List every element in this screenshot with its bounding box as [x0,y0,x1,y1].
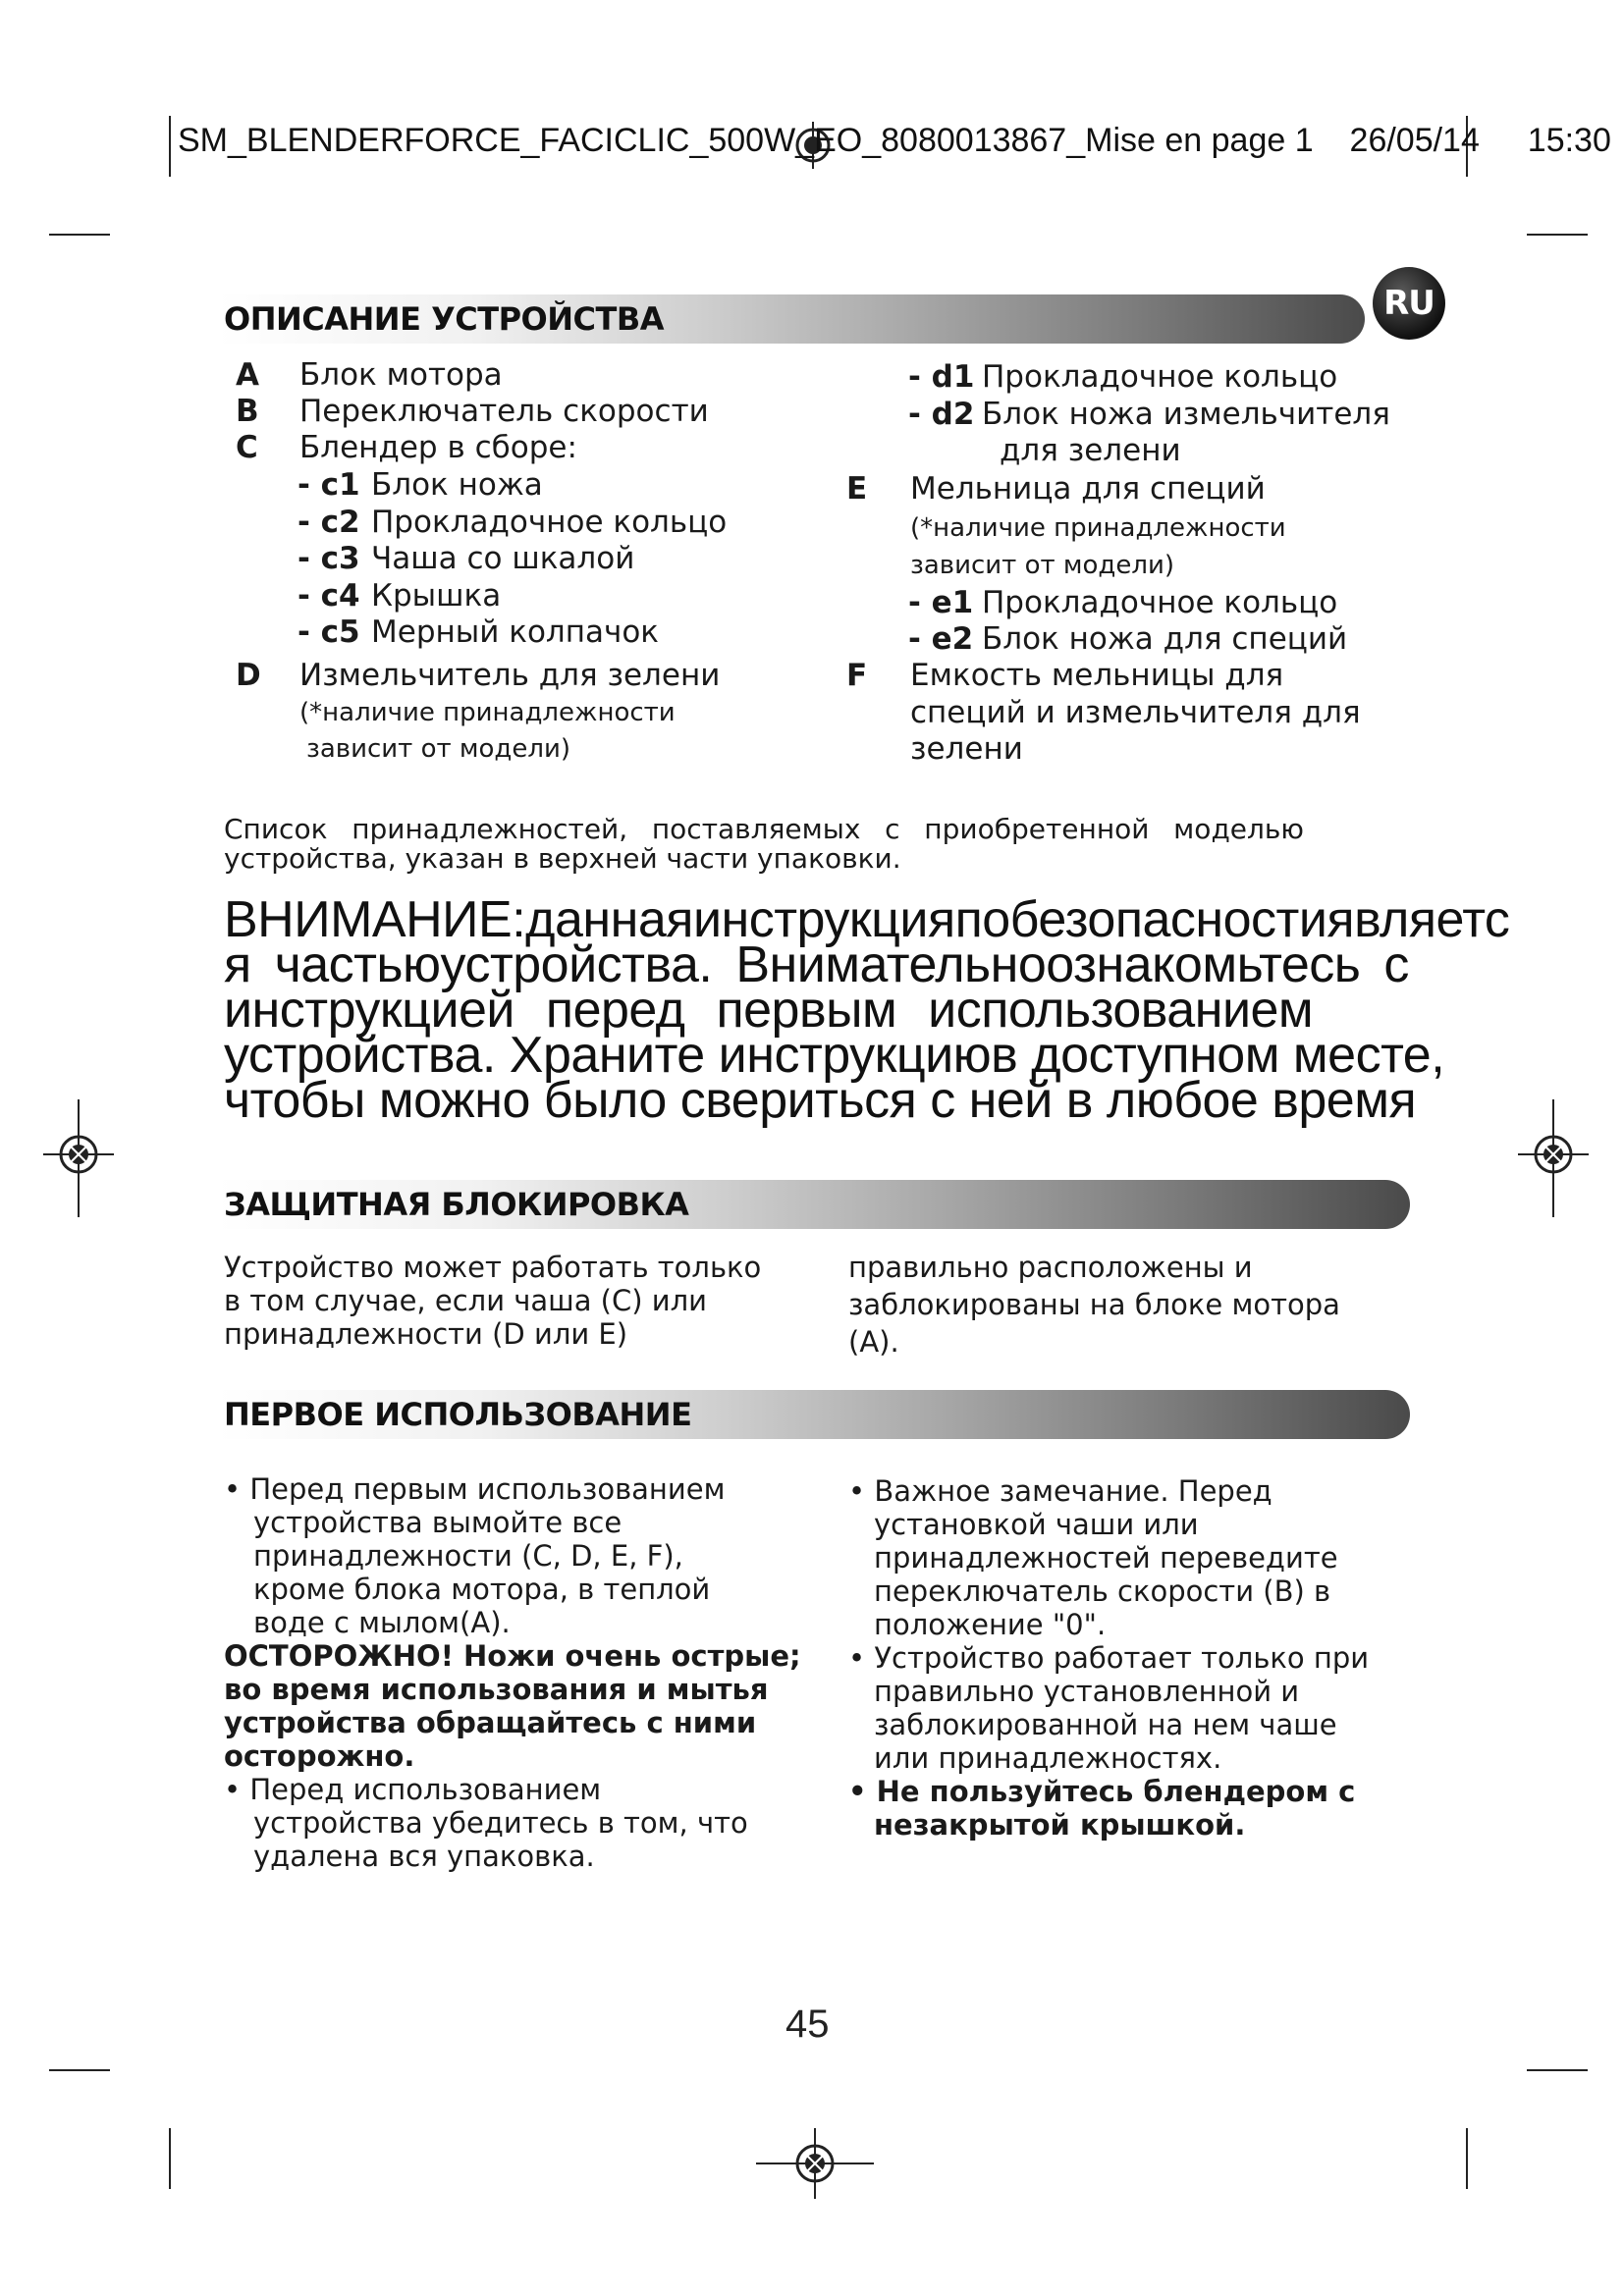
bullet-line: незакрытой крышкой. [874,1808,1246,1842]
item-key: - c3 [298,541,360,576]
crop-mark [169,116,171,177]
item-note: зависит от модели) [306,734,571,764]
item-label: Прокладочное кольцо [371,505,728,540]
first-use-left-column [224,1472,801,1873]
bullet-line: • Не пользуйтесь блендером с [848,1775,1356,1808]
item-label: Мерный колпачок [371,614,660,650]
bullet-line: правильно установленной и [874,1675,1300,1708]
item-key: A [236,357,259,393]
text-line: (A). [848,1325,899,1359]
bullet-line: заблокированной на нем чаше [874,1708,1337,1741]
item-label: Прокладочное кольцо [982,585,1338,620]
warning-line: чтобы можно было свериться с ней в любое время [224,1072,1417,1129]
text-line: правильно расположены и [848,1251,1253,1284]
bullet-line: • Перед использованием [224,1773,602,1806]
registration-target-icon [43,1099,114,1217]
caution-line: осторожно. [224,1739,415,1773]
item-key: - e1 [908,585,974,620]
item-key: - d1 [908,359,975,395]
bullet-line: устройства вымойте все [253,1506,623,1539]
crop-mark [1466,2128,1468,2189]
accessories-note [224,815,1304,874]
warning-line: ВНИМАНИЕ:даннаяинструкцияпобезопасностиявляетс [224,891,1510,948]
warning-line: я частьюустройства. Внимательноознакомьтесь с [224,936,1409,993]
crop-mark [1527,2069,1588,2071]
item-label: Блок ножа измельчителя [982,397,1390,432]
first-use-right-column [848,1474,1369,1842]
print-slug-file: SM_BLENDERFORCE_FACICLIC_500W_EO_8080013867_Mise en page 1 [178,122,1314,159]
item-label: Крышка [371,578,502,614]
item-label: для зелени [1000,433,1181,468]
bullet-line: положение "0". [874,1608,1107,1641]
bullet-line: • Устройство работает только при [848,1641,1370,1675]
item-key: F [846,658,868,693]
print-slug-time: 15:30 [1527,122,1611,159]
item-label: Емкость мельницы для [910,658,1284,693]
language-badge: RU [1373,267,1445,340]
crop-mark [49,2069,110,2071]
bullet-line: установкой чаши или [874,1508,1199,1541]
item-label: Чаша со шкалой [371,541,635,576]
item-note: зависит от модели) [910,551,1175,580]
page-number: 45 [785,2002,830,2046]
bullet-line: принадлежностей переведите [874,1541,1338,1575]
item-key: - c5 [298,614,360,650]
item-label: Блок мотора [299,357,503,393]
section-title-description: ОПИСАНИЕ УСТРОЙСТВА [224,300,664,338]
bullet-line: принадлежности (C, D, E, F), [253,1539,683,1573]
item-note: (*наличие принадлежности [299,698,676,727]
bullet-line: или принадлежностях. [874,1741,1222,1775]
print-slug [178,122,1611,160]
item-note: (*наличие принадлежности [910,513,1286,543]
bullet-line: кроме блока мотора, в теплой [253,1573,711,1606]
print-slug-date: 26/05/14 [1349,122,1480,159]
item-key: - d2 [908,397,975,432]
crop-mark [169,2128,171,2189]
bullet-line: удалена вся упаковка. [253,1840,595,1873]
item-label: Измельчитель для зелени [299,658,721,693]
item-key: E [846,471,868,507]
item-key: - e2 [908,621,974,657]
bullet-line: • Важное замечание. Перед [848,1474,1272,1508]
item-label: Блок ножа для специй [982,621,1348,657]
item-key: - c4 [298,578,360,614]
registration-target-icon [756,2128,874,2199]
bullet-line: воде с мылом(A). [253,1606,511,1639]
accessories-note-line: устройства, указан в верхней части упаковки. [224,842,901,875]
text-line: заблокированы на блоке мотора [848,1288,1340,1321]
text-line: в том случае, если чаша (C) или [224,1284,708,1317]
crop-mark [1527,234,1588,236]
text-line: принадлежности (D или E) [224,1317,628,1351]
registration-target-icon [1518,1099,1589,1217]
caution-line: устройства обращайтесь с ними [224,1706,757,1739]
bullet-line: переключатель скорости (B) в [874,1575,1331,1608]
item-key: - c2 [298,505,360,540]
item-label: Переключатель скорости [299,394,709,429]
bullet-line: устройства убедитесь в том, что [253,1806,748,1840]
warning-line: устройства. Храните инструкциюв доступном месте, [224,1027,1445,1084]
item-label: специй и измельчителя для [910,695,1361,730]
item-label: зелени [910,731,1023,767]
section-title-safety-lock: ЗАЩИТНАЯ БЛОКИРОВКА [224,1186,689,1223]
safety-warning [224,891,1520,1129]
item-label: Прокладочное кольцо [982,359,1338,395]
accessories-note-line: Список принадлежностей, поставляемых с приобретенной моделью [224,813,1304,845]
caution-line: ОСТОРОЖНО! Ножи очень острые; [224,1639,801,1673]
warning-line: инструкцией перед первым использованием [224,982,1314,1039]
section-title-first-use: ПЕРВОЕ ИСПОЛЬЗОВАНИЕ [224,1396,692,1433]
item-label: Блендер в сборе: [299,430,577,465]
safety-lock-left-text [224,1251,761,1351]
caution-line: во время использования и мытья [224,1673,769,1706]
item-label: Мельница для специй [910,471,1266,507]
safety-lock-right-text [848,1249,1340,1361]
item-label: Блок ножа [371,467,543,503]
item-key: B [236,394,259,429]
item-key: C [236,430,258,465]
text-line: Устройство может работать только [224,1251,762,1284]
bullet-line: • Перед первым использованием [224,1472,726,1506]
crop-mark [49,234,110,236]
item-key: - c1 [298,467,360,503]
item-key: D [236,658,261,693]
